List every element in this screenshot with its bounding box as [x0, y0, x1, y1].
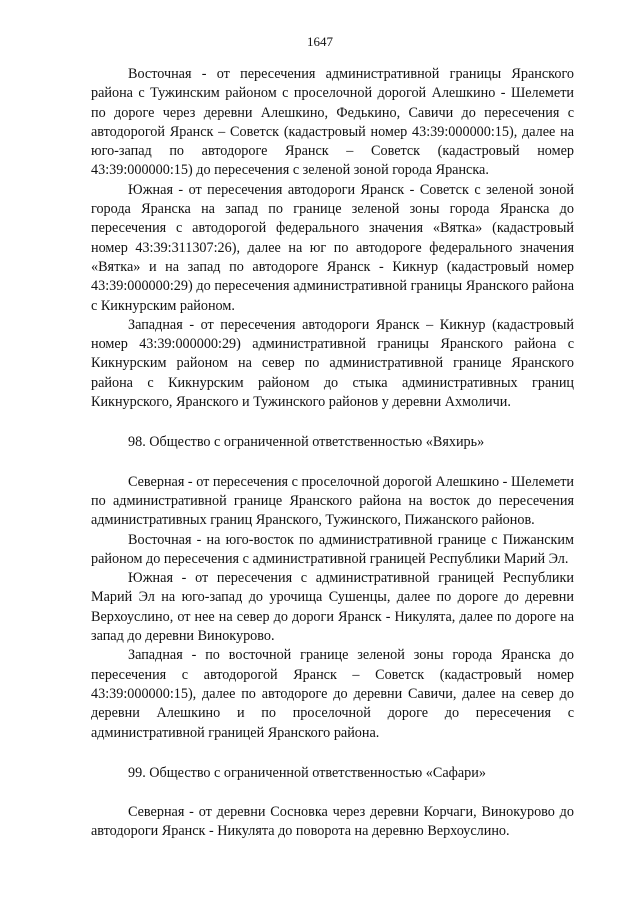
- boundary-north: Северная - от пересечения с проселочной дорогой Алешкино - Шелемети по административной границе Яранского района на восток до пересечения административных границ Яранского, Тужинского, Пижанского районов.: [91, 473, 574, 529]
- boundary-south: Южная - от пересечения с административной границей Республики Марий Эл на юго-запад до урочища Сушенцы, далее по дороге до деревни Верхоуслино, от нее на север до дороги Яранск - Никулята, далее по дороге на запад до деревни Винокурово.: [91, 570, 574, 645]
- section-98: [91, 433, 574, 742]
- section-heading: 98. Общество с ограниченной ответственностью «Вяхирь»: [128, 434, 485, 451]
- boundary-south: Южная - от пересечения автодороги Яранск - Советск с зеленой зоной города Яранска на запад по границе зеленой зоны города Яранска до пересечения с автодорогой федерального значения «Вятка» (кадастровый номер 43:39:311307:26), далее на юг по автодороге федерального значения «Вятка» и на запад по автодороге Яранск - Кикнур (кадастровый номер 43:39:000000:29) до пересечения административной границы Яранского района с Кикнурским районом.: [91, 181, 574, 314]
- boundary-north: Северная - от деревни Сосновка через деревни Корчаги, Винокурово до автодороги Яранск - Никулята до поворота на деревню Верхоуслино.: [91, 804, 574, 840]
- page-number: 1647: [307, 34, 333, 49]
- boundary-west: Западная - от пересечения автодороги Яранск – Кикнур (кадастровый номер 43:39:000000:29) административной границы Яранского района с Кикнурским районом на север по административной границе Яранского района с Кикнурским районом до стыка административных границ Кикнурского, Яранского и Тужинского районов у деревни Ахмоличи.: [91, 316, 574, 411]
- section-continued: [91, 65, 574, 412]
- section-99: [91, 764, 574, 842]
- boundary-west: Западная - по восточной границе зеленой зоны города Яранска до пересечения с автодорогой Яранск – Советск (кадастровый номер 43:39:000000:15), далее по автодороге до деревни Савичи, далее на север до деревни Алешкино и по проселочной дороге до пересечения с административной границей Яранского района.: [91, 647, 574, 741]
- section-heading: 99. Общество с ограниченной ответственностью «Сафари»: [128, 764, 486, 781]
- boundary-east: Восточная - от пересечения административной границы Яранского района с Тужинским районом с проселочной дорогой Алешкино - Шелемети по дороге через деревни Алешкино, Федькино, Савичи до пересечения с автодорогой Яранск – Советск (кадастровый номер 43:39:000000:15), далее на юго-запад по автодороге Яранск – Советск (кадастровый номер 43:39:000000:15) до пересечения с зеленой зоной города Яранска.: [91, 66, 574, 179]
- document-body: [91, 65, 574, 842]
- boundary-east: Восточная - на юго-восток по административной границе с Пижанским районом до пересечения с административной границей Республики Марий Эл.: [91, 531, 574, 567]
